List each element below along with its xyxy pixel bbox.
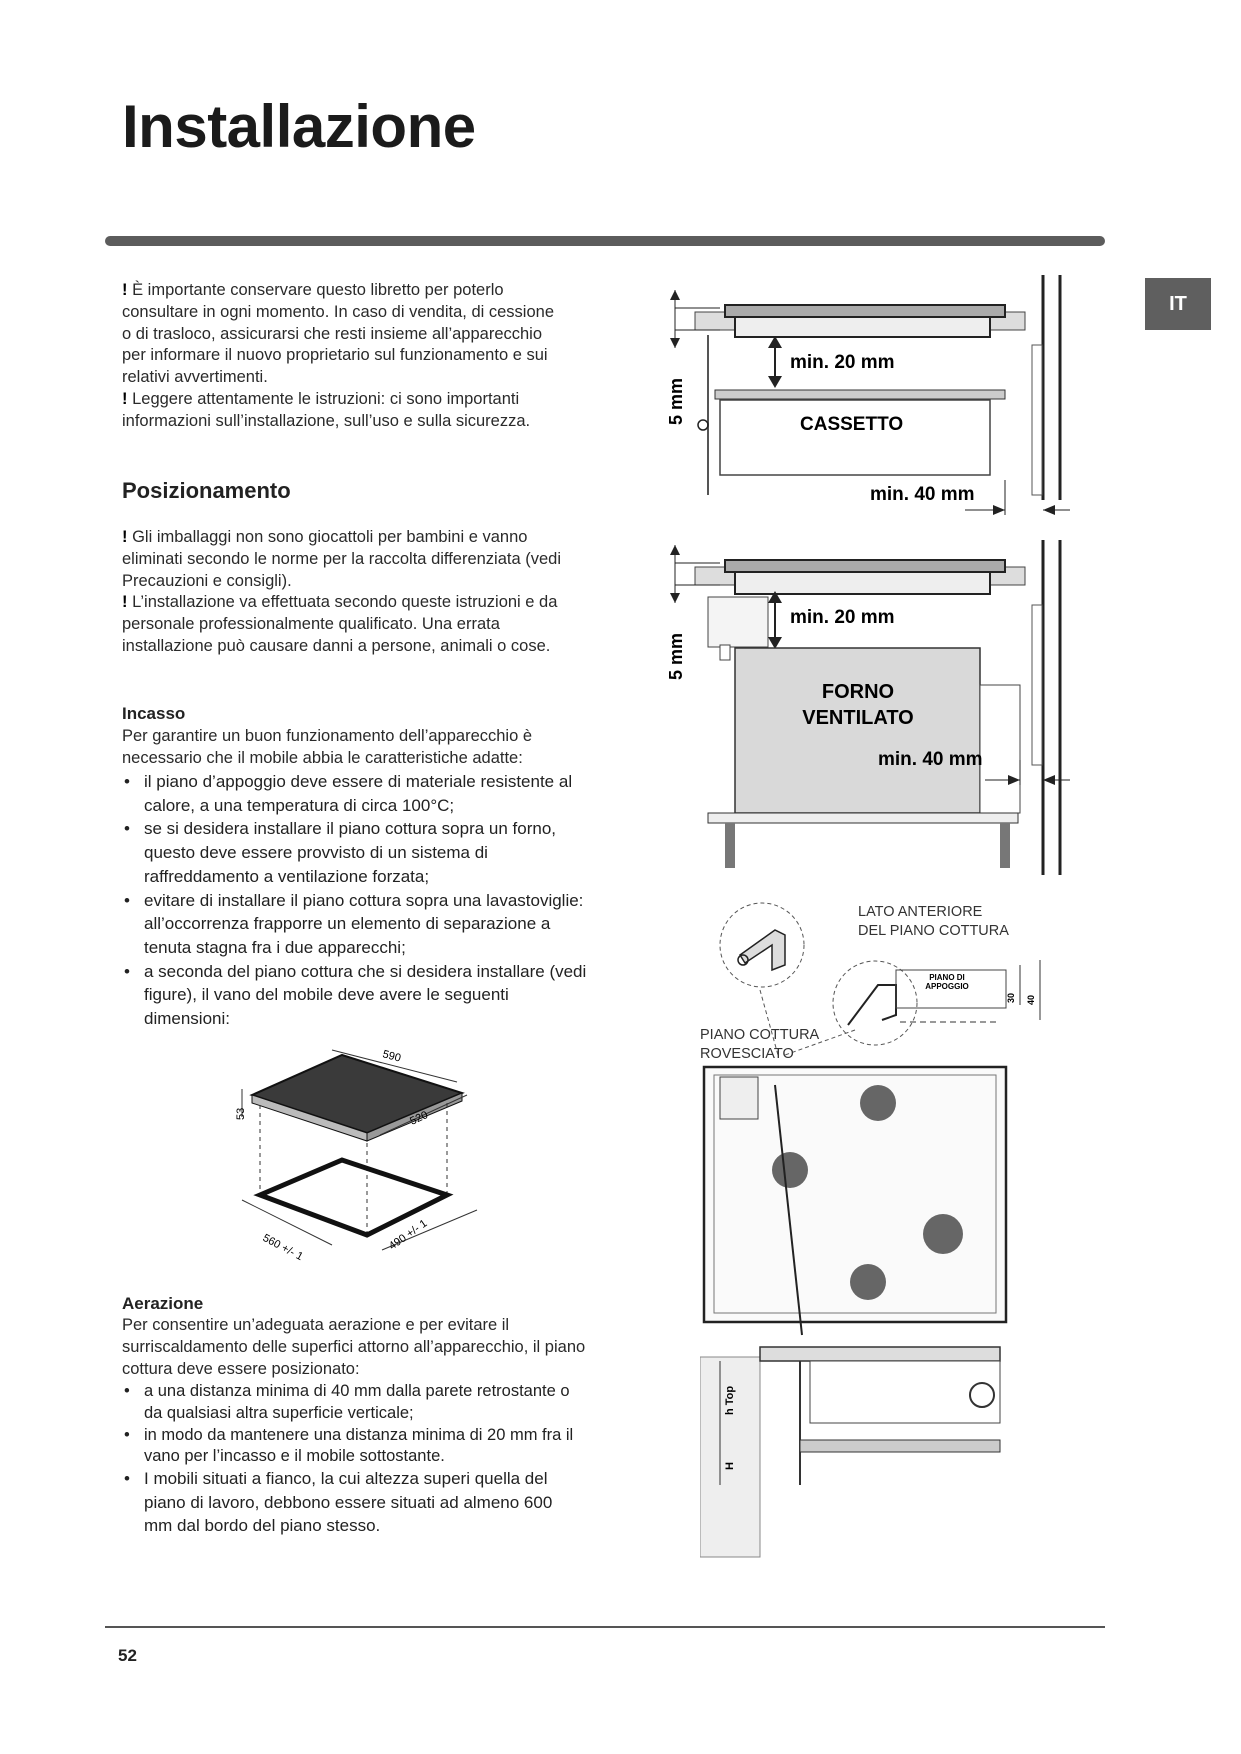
cabinet-base: [708, 813, 1018, 823]
arrow-icon: [993, 505, 1005, 515]
hob-body: [725, 560, 1005, 572]
oven-body: [735, 648, 980, 813]
section-heading-aerazione: Aerazione: [122, 1294, 204, 1313]
cutout-dimensions-figure: [232, 1045, 492, 1270]
list-item: • a una distanza minima di 40 mm dalla parete retrostante o da qualsiasi altra superficie verticale;: [122, 1381, 592, 1425]
drawer-knob: [698, 420, 708, 430]
front-label-2: DEL PIANO COTTURA: [858, 923, 1009, 939]
arrow-icon: [1043, 505, 1055, 515]
intro-para-2: ! Leggere attentamente le istruzioni: ci sono importanti informazioni sull’installazione, sull’uso e sulla sicurezza.: [122, 389, 531, 430]
dim-width-label: 590: [381, 1048, 403, 1065]
side-panel: [1032, 605, 1042, 765]
dim-height-label: 53: [235, 1107, 247, 1120]
list-item: • il piano d’appoggio deve essere di materiale resistente al calore, a una temperatura di circa 100°C;: [122, 770, 587, 817]
burner-icon: [850, 1264, 886, 1300]
min-side-label: min. 40 mm: [878, 749, 983, 770]
oven-label-2: VENTILATO: [802, 707, 914, 729]
page-title: Installazione: [122, 93, 476, 160]
list-item: • se si desidera installare il piano cottura sopra un forno, questo deve essere provvisto di un sistema di raffreddamento a ventilazione forzata;: [122, 817, 587, 888]
aerazione-intro: Per consentire un’adeguata aerazione e per evitare il surriscaldamento delle superfici attorno all’apparecchio, il piano cottura deve essere posizionato:: [122, 1316, 586, 1378]
burner-icon: [772, 1152, 808, 1188]
posizionamento-para-1: ! Gli imballaggi non sono giocattoli per bambini e vanno eliminati secondo le norme per la raccolta differenziata (vedi Precauzioni e consigli).: [122, 528, 562, 590]
cabinet-leg: [725, 823, 735, 868]
cassetto-clearance-diagram: [660, 270, 1080, 520]
gap-label: 5 mm: [666, 377, 686, 425]
posizionamento-section: [122, 527, 572, 658]
oven-knob: [720, 645, 730, 660]
posizionamento-para-2: ! L’installazione va effettuata secondo queste istruzioni e da personale professionalmente qualificato. Una errata installazione può causare danni a persone, animali o cose.: [122, 593, 558, 655]
lower-shelf: [800, 1440, 1000, 1452]
list-item: • evitare di installare il piano cottura sopra una lavastoviglie: all’occorrenza frapporre un elemento di separazione a tenuta stagna fra i due apparecchi;: [122, 889, 587, 960]
drawer-rail: [715, 390, 1005, 399]
min-side-label: min. 40 mm: [870, 484, 975, 505]
drawer-label: CASSETTO: [800, 414, 904, 435]
h-label: H: [724, 1462, 736, 1470]
title-divider: [105, 236, 1105, 246]
hob-section: [810, 1361, 1000, 1423]
aerazione-list: [122, 1381, 592, 1468]
oven-side-gap: [980, 685, 1020, 813]
support-label-2: APPOGGIO: [925, 982, 969, 991]
front-label-1: LATO ANTERIORE: [858, 904, 983, 920]
section-heading-posizionamento: Posizionamento: [122, 478, 291, 503]
intro-section: [122, 280, 562, 433]
language-tab: IT: [1145, 278, 1211, 330]
min-top-label: min. 20 mm: [790, 607, 895, 628]
oven-label-1: FORNO: [821, 681, 895, 703]
mounting-detail-diagram: [700, 895, 1050, 1575]
burner-icon: [923, 1214, 963, 1254]
arrow-icon: [768, 637, 782, 649]
upturned-label-2: ROVESCIATO: [700, 1046, 794, 1062]
worktop-section: [760, 1347, 1000, 1361]
side-panel: [1032, 345, 1042, 495]
section-heading-incasso: Incasso: [122, 704, 186, 723]
cabinet-leg: [1000, 823, 1010, 868]
footer-divider: [105, 1626, 1105, 1628]
burner-icon: [860, 1085, 896, 1121]
arrow-icon: [768, 376, 782, 388]
hob-underside: [735, 317, 990, 337]
dim-depth-label: 520: [408, 1109, 430, 1128]
h-top-label: h Top: [724, 1385, 736, 1415]
hob-underside: [735, 572, 990, 594]
hob-body: [725, 305, 1005, 317]
page-number: 52: [118, 1646, 137, 1665]
incasso-intro: Per garantire un buon funzionamento dell’apparecchio è necessario che il mobile abbia le caratteristiche adatte:: [122, 727, 533, 767]
aerazione-extra-list: [122, 1467, 582, 1538]
gap-label: 5 mm: [666, 632, 686, 680]
detail-circle: [833, 961, 917, 1045]
min-top-label: min. 20 mm: [790, 352, 895, 373]
forno-clearance-diagram: [660, 535, 1080, 880]
drawer-box: [720, 400, 990, 475]
hob-top-surface: [252, 1055, 462, 1133]
list-item: • in modo da mantenere una distanza minima di 20 mm fra il vano per l’incasso e il mobile sottostante.: [122, 1425, 592, 1469]
clip-profile: [848, 985, 896, 1025]
list-item: • a seconda del piano cottura che si desidera installare (vedi figure), il vano del mobile deve avere le seguenti dimensioni:: [122, 960, 587, 1031]
arrow-icon: [1043, 775, 1055, 785]
list-item: • I mobili situati a fianco, la cui altezza superi quella del piano di lavoro, debbono essere situati ad almeno 600 mm dal bordo del piano stesso.: [122, 1467, 582, 1538]
oven-vent-box: [708, 597, 768, 647]
dim-cut-width-label: 560 +/- 1: [260, 1232, 305, 1264]
dim-30-label: 30: [1006, 992, 1016, 1003]
control-box: [720, 1077, 758, 1119]
dim-cut-depth-label: 490 +/- 1: [386, 1217, 430, 1253]
support-label-1: PIANO DI: [929, 973, 965, 982]
incasso-list: [122, 770, 587, 1031]
upturned-label-1: PIANO COTTURA: [700, 1027, 820, 1043]
dim-40-label: 40: [1026, 994, 1036, 1005]
intro-para-1: ! È importante conservare questo libretto per poterlo consultare in ogni momento. In caso di vendita, di cessione o di trasloco, assicurarsi che resti insieme all’apparecchio per informare il nuovo proprietario sul funzionamento e sui relativi avvertimenti.: [122, 281, 554, 387]
